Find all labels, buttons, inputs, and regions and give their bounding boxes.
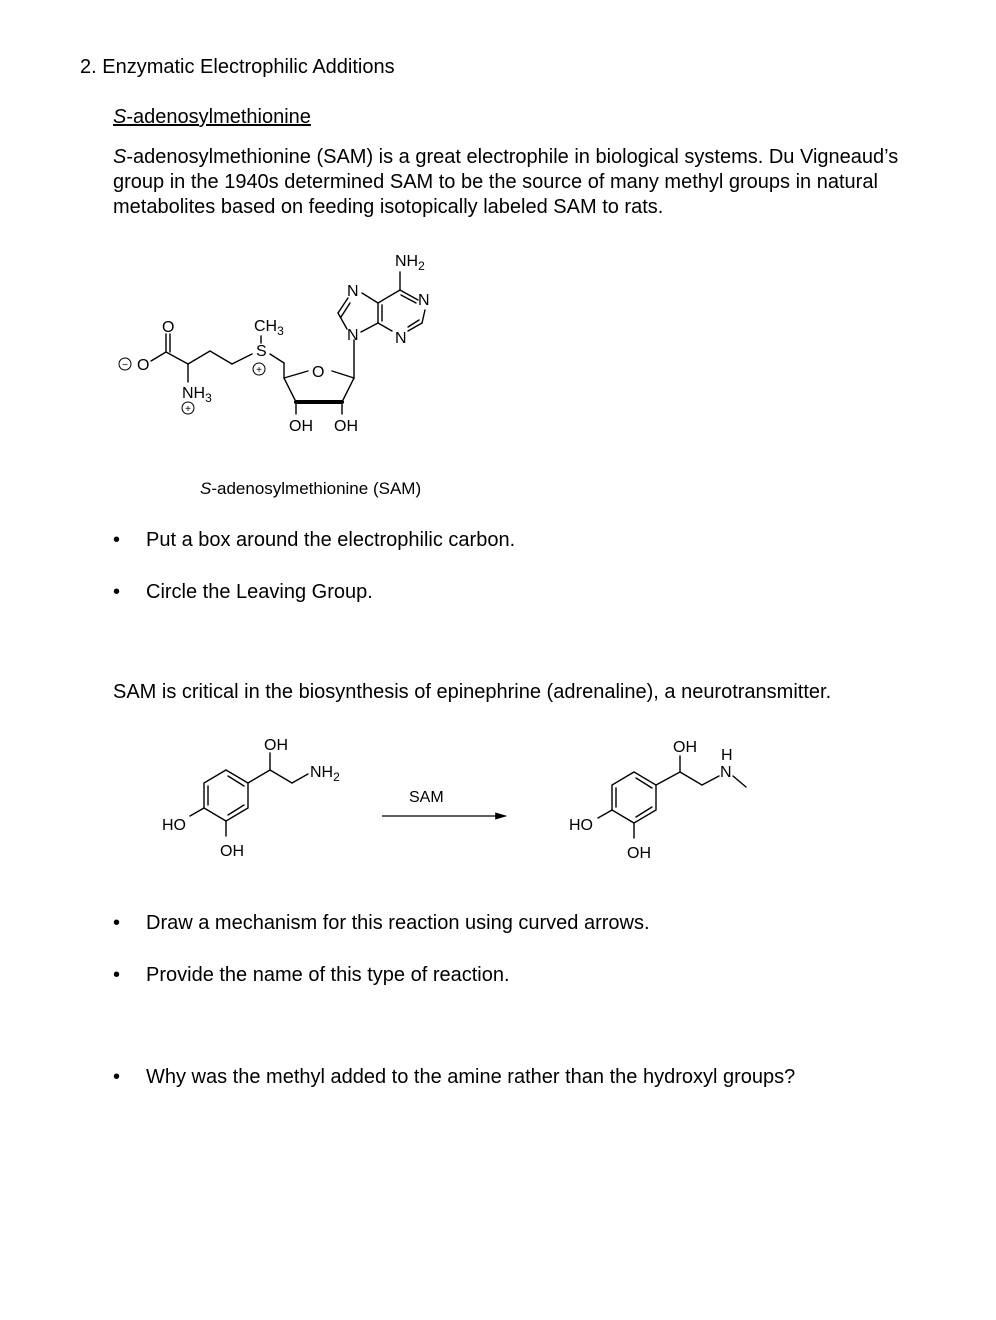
product-ring-inner-2 bbox=[636, 807, 652, 817]
intro-text: -adenosylmethionine (SAM) is a great electrophile in biological systems. Du Vigneaud’s group in the 1940s determined SAM to be the source of many methyl groups in natural metabolites based on feeding isotopically labeled SAM to rats. bbox=[113, 146, 899, 218]
label-n7: N bbox=[347, 283, 359, 300]
bond-n1-c2a bbox=[422, 310, 425, 323]
bond-n7-c5a bbox=[362, 293, 378, 303]
reactant-ring-inner-1 bbox=[228, 776, 244, 786]
reactant-bond-c-ch2 bbox=[270, 770, 292, 783]
label-s: S bbox=[256, 343, 267, 360]
product-oh-top: OH bbox=[673, 739, 697, 756]
bullet-text: Why was the methyl added to the amine rather than the hydroxyl groups? bbox=[146, 1066, 796, 1088]
bullet-text: Circle the Leaving Group. bbox=[146, 581, 373, 603]
bond-s-c5 bbox=[270, 354, 284, 363]
bullet-text: Draw a mechanism for this reaction using curved arrows. bbox=[146, 912, 650, 934]
bullet-text: Provide the name of this type of reaction. bbox=[146, 964, 510, 986]
bond-n3-c4a bbox=[378, 323, 392, 331]
reactant-oh-top: OH bbox=[264, 737, 288, 754]
bond-cb-cg bbox=[210, 351, 232, 364]
reactant-ho: HO bbox=[162, 817, 186, 834]
bond-c4-c3 bbox=[284, 378, 296, 402]
bullet-dot: • bbox=[113, 964, 121, 986]
bullet-dot: • bbox=[113, 581, 121, 603]
label-n1: N bbox=[418, 292, 430, 309]
reactant-bond-ch2-n bbox=[292, 774, 308, 783]
minus-sign: − bbox=[122, 360, 128, 371]
subheading-italic: S bbox=[113, 106, 127, 128]
product-h: H bbox=[721, 747, 733, 764]
product-bond-ch2-n bbox=[702, 776, 719, 785]
bullet-dot: • bbox=[113, 529, 121, 551]
label-nh2: $NH_2$ bbox=[395, 253, 425, 273]
bond-c1p-c2 bbox=[342, 378, 354, 402]
product-bond-n-ch3 bbox=[733, 776, 746, 787]
section-heading: 2. Enzymatic Electrophilic Additions bbox=[80, 56, 395, 78]
bond-o-c1 bbox=[151, 352, 166, 361]
subheading-rest: -adenosylmethionine bbox=[126, 106, 311, 128]
bond-ca-cb bbox=[188, 351, 210, 364]
bond-c6-n1-double bbox=[401, 295, 416, 303]
caption-italic: S bbox=[200, 479, 212, 498]
bond-c2a-n3 bbox=[408, 323, 422, 331]
plus-sign-s: + bbox=[256, 365, 262, 376]
reactant-ring-inner-2 bbox=[228, 805, 244, 815]
label-nh3: $NH_3$ bbox=[182, 385, 212, 405]
reactant-oh-bottom: OH bbox=[220, 843, 244, 860]
product-ho: HO bbox=[569, 817, 593, 834]
bond-c4-o bbox=[284, 371, 308, 378]
bullet-dot: • bbox=[113, 912, 121, 934]
label-o-minus: O bbox=[137, 357, 150, 374]
reactant-nh2: $NH_2$ bbox=[310, 764, 340, 784]
plus-sign-nh3: + bbox=[185, 404, 191, 415]
bond-c5a-c6 bbox=[378, 290, 400, 303]
sam-caption bbox=[200, 479, 421, 499]
epinephrine-sentence: SAM is critical in the biosynthesis of epinephrine (adrenaline), a neurotransmitter. bbox=[113, 681, 832, 703]
label-n3: N bbox=[395, 330, 407, 347]
reactant-bond-ring-ho bbox=[190, 808, 204, 816]
product-ring bbox=[612, 772, 656, 823]
caption-rest: -adenosylmethionine (SAM) bbox=[211, 479, 422, 498]
bond-n9-c4a bbox=[361, 323, 378, 332]
reactant-ring bbox=[204, 770, 248, 821]
product-bond-ring-c bbox=[656, 772, 680, 785]
bullet-dot: • bbox=[113, 1066, 121, 1088]
label-n9: N bbox=[347, 327, 359, 344]
reagent-label: SAM bbox=[409, 789, 444, 806]
bond-c8-n7-double bbox=[341, 303, 350, 317]
label-ring-o: O bbox=[312, 364, 325, 381]
product-bond-ring-ho bbox=[598, 810, 612, 818]
reactant-molecule bbox=[190, 753, 308, 836]
bullet-text: Put a box around the electrophilic carbon. bbox=[146, 529, 516, 551]
label-ch3: $CH_3$ bbox=[254, 318, 284, 338]
bond-c8-n7 bbox=[338, 298, 348, 313]
bond-cg-s bbox=[232, 354, 252, 364]
product-bond-c-ch2 bbox=[680, 772, 702, 785]
bond-o-c1p bbox=[332, 371, 354, 378]
sam-structure bbox=[0, 0, 996, 470]
bond-c1-ca bbox=[166, 352, 188, 364]
intro-italic: S bbox=[113, 146, 127, 168]
product-ring-inner-1 bbox=[636, 778, 652, 788]
product-n: N bbox=[720, 764, 732, 781]
reaction-scheme bbox=[0, 720, 996, 870]
reactant-bond-ring-c bbox=[248, 770, 270, 783]
label-oh-left: OH bbox=[289, 418, 313, 435]
label-carbonyl-o: O bbox=[162, 319, 175, 336]
product-oh-bottom: OH bbox=[627, 845, 651, 862]
label-oh-right: OH bbox=[334, 418, 358, 435]
